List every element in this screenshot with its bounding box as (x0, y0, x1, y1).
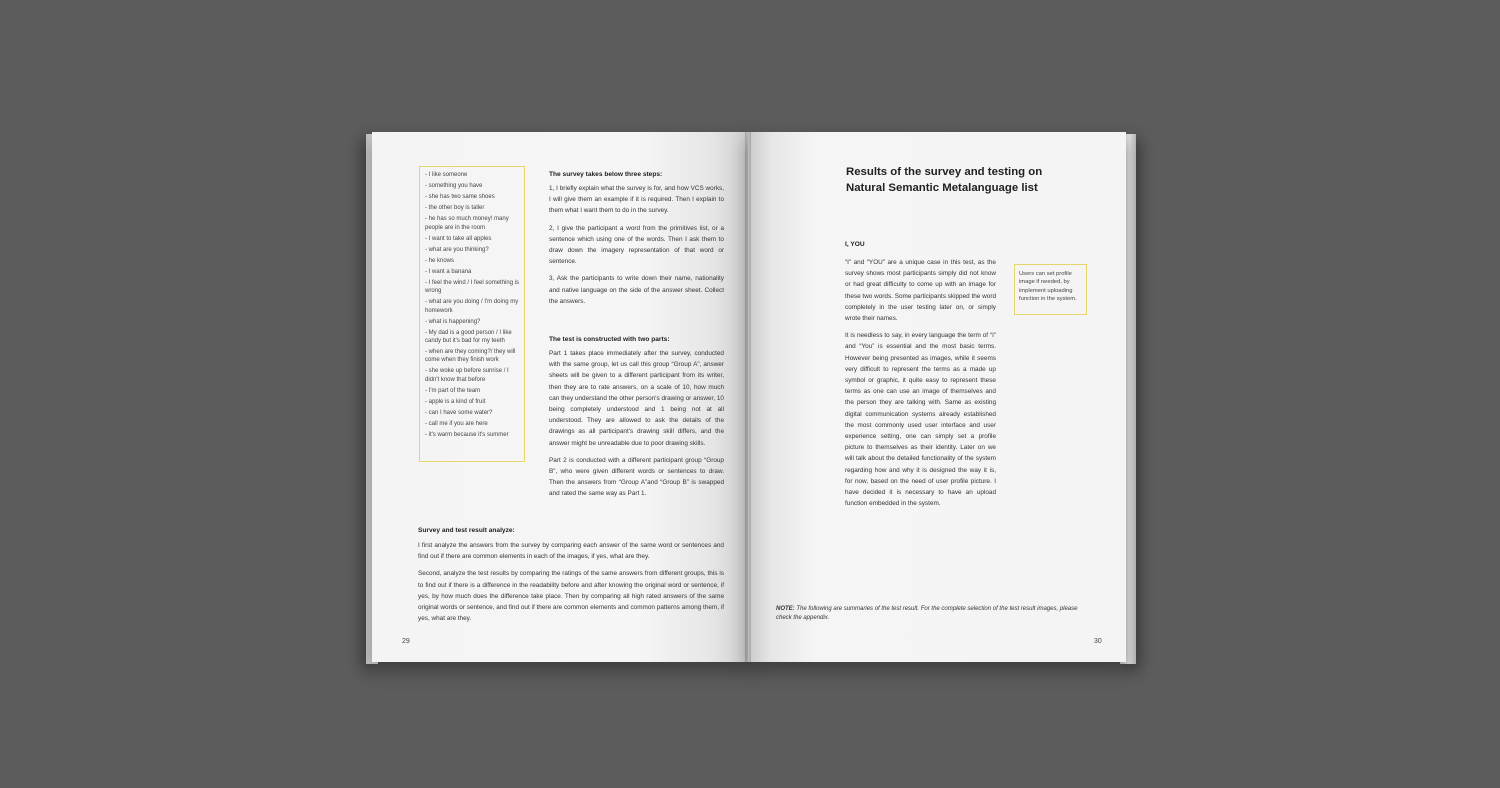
word-list-item: - he has so much money! many people are in the room (425, 216, 509, 231)
steps-heading: The survey takes below three steps: (549, 171, 663, 178)
word-list-item: - it's warm because it's summer (425, 432, 509, 438)
side-note-box: Users can set profile image if needed, by implement uploading function in the system. (1014, 264, 1087, 315)
section-heading: I, YOU (845, 241, 865, 248)
word-list-item: - something you have (425, 183, 483, 190)
analyze-paragraph-1: I first analyze the answers from the survey by comparing each answer of the same word or sentences and find out if there are common elements in each of the images, if yes, what are they. (418, 542, 724, 561)
step-3: 3, Ask the participants to write down their name, nationality and native language on the side of the answer sheet. Collect the answers. (549, 275, 724, 305)
word-list-item: - I like someone (425, 172, 468, 178)
word-list-item: - I'm part of the team (425, 387, 481, 394)
word-list-item: - My dad is a good person / I like candy but it's bad for my teeth (425, 329, 512, 344)
word-list-box (419, 166, 525, 462)
results-paragraph-1: “I” and “YOU” are a unique case in this test, as the survey shows most participants simply did not know or had great difficulty to come up with an image for these two words. Some participants skipped the word completely in the user testing later on, or simply wrote their names. (845, 259, 996, 323)
step-1: 1, I briefly explain what the survey is for, and how VCS works, I will give them an example if it is required. Then I explain to them what I want them to do in the survey. (549, 185, 724, 215)
word-list-item: - what are you doing / I'm doing my homework (425, 299, 519, 314)
page-number-right: 30 (1094, 638, 1102, 645)
book-gutter (745, 132, 751, 662)
word-list-item: - she has two same shoes (425, 194, 495, 201)
word-list-item: - she woke up before sunrise / I didn't know that before (425, 368, 509, 383)
word-list-item: - I feel the wind / I feel something is wrong (425, 280, 520, 295)
word-list-item: - he knows (425, 257, 455, 264)
parts-heading: The test is constructed with two parts: (549, 336, 670, 344)
analyze-section (418, 526, 724, 630)
word-list-item: - what are you thinking? (425, 246, 489, 253)
page-title: Results of the survey and testing on Natural Semantic Metalanguage list (846, 166, 1043, 194)
step-2: 2, I give the participant a word from the primitives list, or a sentence which using one of the words. Then I ask them to draw down the imagery representation of that word or sentence. (549, 224, 724, 266)
part-2: Part 2 is conducted with a different participant group “Group B”, who were given different words or sentences to draw. Then the answers from “Group A”and “Group B” is swapped and rated the same way as Part 1. (549, 456, 724, 498)
footnote-label: NOTE: (776, 606, 795, 612)
page-number-left: 29 (402, 638, 410, 645)
word-list-item: - what is happening? (425, 318, 481, 325)
word-list-item: - the other boy is taller (425, 205, 485, 212)
word-list-item: - I want to take all apples (425, 235, 492, 242)
word-list-item: - apple is a kind of fruit (425, 398, 486, 405)
analyze-paragraph-2: Second, analyze the test results by comparing the ratings of the same answers from different groups, this is to find out if there is a difference in the readability before and after knowing the original word or sentence, if yes, by how much does the difference take place. Then by comparing all high rated answers of the same original words or sentence, and find out if there are common elements and common patterns among them, if yes, what are they. (418, 570, 724, 623)
word-list-item: - can I have some water? (425, 409, 493, 416)
word-list-item: - call me if you are here (425, 420, 488, 427)
footnote (776, 605, 1088, 623)
analyze-heading: Survey and test result analyze: (418, 527, 515, 534)
results-column (845, 240, 996, 515)
word-list-item: - when are they coming?/ they will come when they finish work (425, 349, 516, 364)
survey-steps-column (549, 170, 724, 506)
part-1: Part 1 takes place immediately after the survey, conducted with the same group, let us call this group “Group A”, answer sheets will be given to a different participant from its writer, then they are to rate answers, on a scale of 10, how much can they understand the other person's drawing or answer, 10 being completely understood and 1 being not at all understood. They are allowed to ask the details of the drawings as all participant's drawing skill differs, and the answer might be unreadable due to poor drawing skills. (549, 350, 724, 447)
results-paragraph-2: It is needless to say, in every language the term of “I” and “You” is essential and the most basic terms. However being presented as images, while it seems very difficult to represent the terms as a made up symbol or graphic, it quite easy to represent these terms as one can use an image of themselves and the person they are talking with. Same as existing digital communication systems already established the most commonly used user interface and user experience setting, one can simply set a profile picture to themselves as their identity. Later on we will talk about the detailed functionality of the system regarding how and why it is designed the way it is, for now, based on the need of user profile picture. I have decided it is necessary to have an upload function embedded in the system. (845, 332, 996, 508)
footnote-text: The following are summaries of the test result. For the complete selection of the test result images, please check the appendix. (776, 606, 1078, 621)
word-list-item: - I want a banana (425, 268, 472, 275)
